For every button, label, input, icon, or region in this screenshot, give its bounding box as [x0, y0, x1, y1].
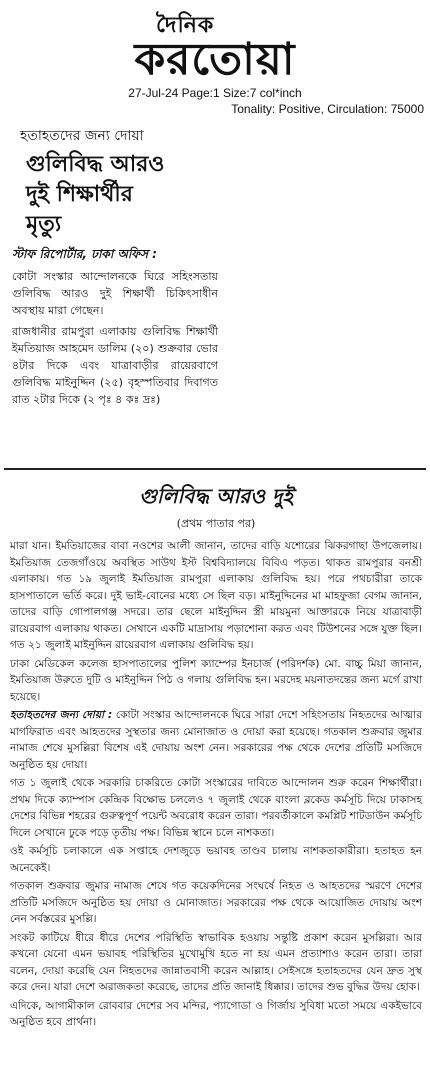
newspaper-logo: করতোয়া: [134, 34, 296, 85]
clipping-meta: 27-Jul-24 Page:1 Size:7 col*inch: [128, 86, 302, 100]
article-headline: [26, 150, 218, 240]
jump-subhead: (প্রথম পাতার পর): [176, 517, 256, 530]
article-paragraph: কোটা সংস্কার আন্দোলনকে ঘিরে সহিংসতায় গুলিবিদ্ধ আরও দুই শিক্ষার্থী চিকিৎসাধীন অবস্থায় মারা গেছেন।: [12, 270, 218, 317]
jump-paragraph: মারা যান। ইমতিয়াজের বাবা নওশের আলী জানান, তাদের বাড়ি যশোরের ঝিকরগাছা উপজেলায়। ইমতিয়াজ তেজগাঁওয়ে অবস্থিত সাউথ ইস্ট বিশ্ববিদ্যালয়ে বিবিএ পড়ত। থাকত রামপুরার বনশ্রী এলাকায়। গত ১৯ জুলাই ইমতিয়াজ রামপুরা এলাকায় গুলিবিদ্ধ হয়। পরে পথচারীরা তাকে হাসপাতালে ভর্তি করে। দুই ভাই-বোনের মধ্যে সে ছিল বড়। মাইনুদ্দিনের মা মাহফুজা বেগম জানান, তাদের বাড়ি গোপালগঞ্জ সদরে। তার ছেলে মাইনুদ্দিন স্ত্রী মায়মুনা আক্তারকে নিয়ে যাত্রাবাড়ী রায়েরবাগ এলাকায় থাকত। সেখানে একটি মাদ্রাসায় পড়াশোনা করত এবং টিউশনের সঙ্গে যুক্ত ছিল। গত ২১ জুলাই মাইনুদ্দিন রায়েরবাগ এলাকায় গুলিবিদ্ধ হয়।: [10, 540, 422, 651]
clipping-meta-tonality: Tonality: Positive, Circulation: 75000: [231, 102, 424, 116]
jump-paragraph: সংকট কাটিয়ে ধীরে ধীরে দেশের পরিস্থিতি স্বাভাবিক হওয়ায় সন্তুষ্টি প্রকাশ করেন মুসল্লিরা। আর কখনো যেনো এমন ভয়াবহ পরিস্থিতির মুখোমুখি হতে না হয় এমন প্রত্যাশাও করেন তারা। তারা বলেন, দোয়া করেছি যেন নিহতদের জান্নাতবাসী করেন আল্লাহ। সেইসঙ্গে হতাহতদের যেন দ্রুত সুস্থ করে দেন। যারা দেশে অরাজকতা করেছে, তাদের প্রতি জানাই ধিক্কার। তাদের শুভ বুদ্ধির উদয় হোক।: [10, 931, 422, 993]
jump-paragraph: গতকাল শুক্রবার জুমার নামাজ শেষে গত কয়েকদিনের সংঘর্ষে নিহত ও আহতদের স্মরণে দেশের প্রতিটি মসজিদে অনুষ্ঠিত হয় দোয়া ও মোনাজাত। সরকারের পক্ষ থেকে আয়োজিত দোয়ায় অংশ নেন সর্বস্তরের মুসল্লি।: [10, 880, 422, 925]
headline-line-1: গুলিবিদ্ধ আরও: [26, 152, 165, 177]
headline-line-3: মৃত্যু: [26, 212, 62, 237]
article-paragraph: রাজধানীর রামপুরা এলাকায় গুলিবিদ্ধ শিক্ষার্থী ইমতিয়াজ আহমেদ ডালিম (২০) শুক্রবার ভোর ৪টার দিকে এবং যাত্রাবাড়ীর রায়েরবাগে গুলিবিদ্ধ মাইনুদ্দিন (২৫) বৃহস্পতিবার দিবাগত রাত ২টার দিকে (২ পৃঃ ৪ কঃ দ্রঃ): [12, 325, 218, 406]
jump-paragraph: হতাহতদের জন্য দোয়া : কোটা সংস্কার আন্দোলনকে ঘিরে সারা দেশে সহিংসতায় নিহতদের আত্মার মাগফিরাত এবং আহতদের সুস্থতার জন্য মোনাজাত ও দোয়া করা হয়েছে। গতকাল শুক্রবার জুমার নামাজ শেষে মুসল্লিরা বিশেষ এই দোয়ায় অংশ নেন। সরকারের পক্ষ থেকে দেশের প্রতিটি মসজিদে অনুষ্ঠিত হয় দোয়া।: [10, 709, 422, 771]
jump-paragraph: ঢাকা মেডিকেল কলেজ হাসপাতালের পুলিশ ক্যাম্পের ইনচার্জ (পরিদর্শক) মো. বাচ্চু মিয়া জানান, ইমতিয়াজ উরুতে দুটি ও মাইনুদ্দিন পিঠ ও গলায় গুলিবিদ্ধ হন। মরদেহ ময়নাতদন্তের জন্য মর্গে রাখা হয়েছে।: [10, 657, 422, 703]
jump-headline: গুলিবিদ্ধ আরও দুই: [139, 484, 293, 508]
byline: স্টাফ রিপোর্টার, ঢাকা অফিস :: [12, 247, 157, 261]
article-kicker: হতাহতদের জন্য দোয়া: [20, 128, 144, 144]
newspaper-logo-small: দৈনিক: [156, 13, 215, 38]
continuation-article: [10, 482, 422, 1033]
headline-line-2: দুই শিক্ষার্থীর: [26, 182, 133, 207]
section-divider: [4, 468, 426, 470]
jump-paragraph: গত ১ জুলাই থেকে সরকারি চাকরিতে কোটা সংস্কারের দাবিতে আন্দোলন শুরু করেন শিক্ষার্থীরা। প্রথম দিকে ক্যাম্পাস কেন্দ্রিক বিক্ষোভ চললেও ৭ জুলাই থেকে বাংলা ব্লকেড কর্মসূচি দিয়ে ঢাকাসহ দেশের বিভিন্ন শহরের গুরুত্বপূর্ণ পয়েন্ট অবরোধ করেন তারা। পরবর্তীকালে কমপ্লিট শাটডাউন কর্মসূচি দিলে সেখানে ঢুকে পড়ে তৃতীয় পক্ষ। বিভিন্ন স্থানে চলে নাশকতা।: [10, 777, 422, 839]
jump-paragraph: ওই কর্মসূচি চলাকালে এক সপ্তাহে দেশজুড়ে ভয়াবহ তাণ্ডব চালায় নাশকতাকারীরা। হতাহত হন অনেকেই।: [10, 845, 422, 874]
jump-paragraph: এদিকে, আগামীকাল রোববার দেশের সব মন্দির, প্যাগোডা ও গির্জায় সুবিধা মতো সময়ে একইভাবে অনুষ্ঠিত হবে প্রার্থনা।: [10, 999, 422, 1028]
front-page-article: [12, 118, 218, 412]
